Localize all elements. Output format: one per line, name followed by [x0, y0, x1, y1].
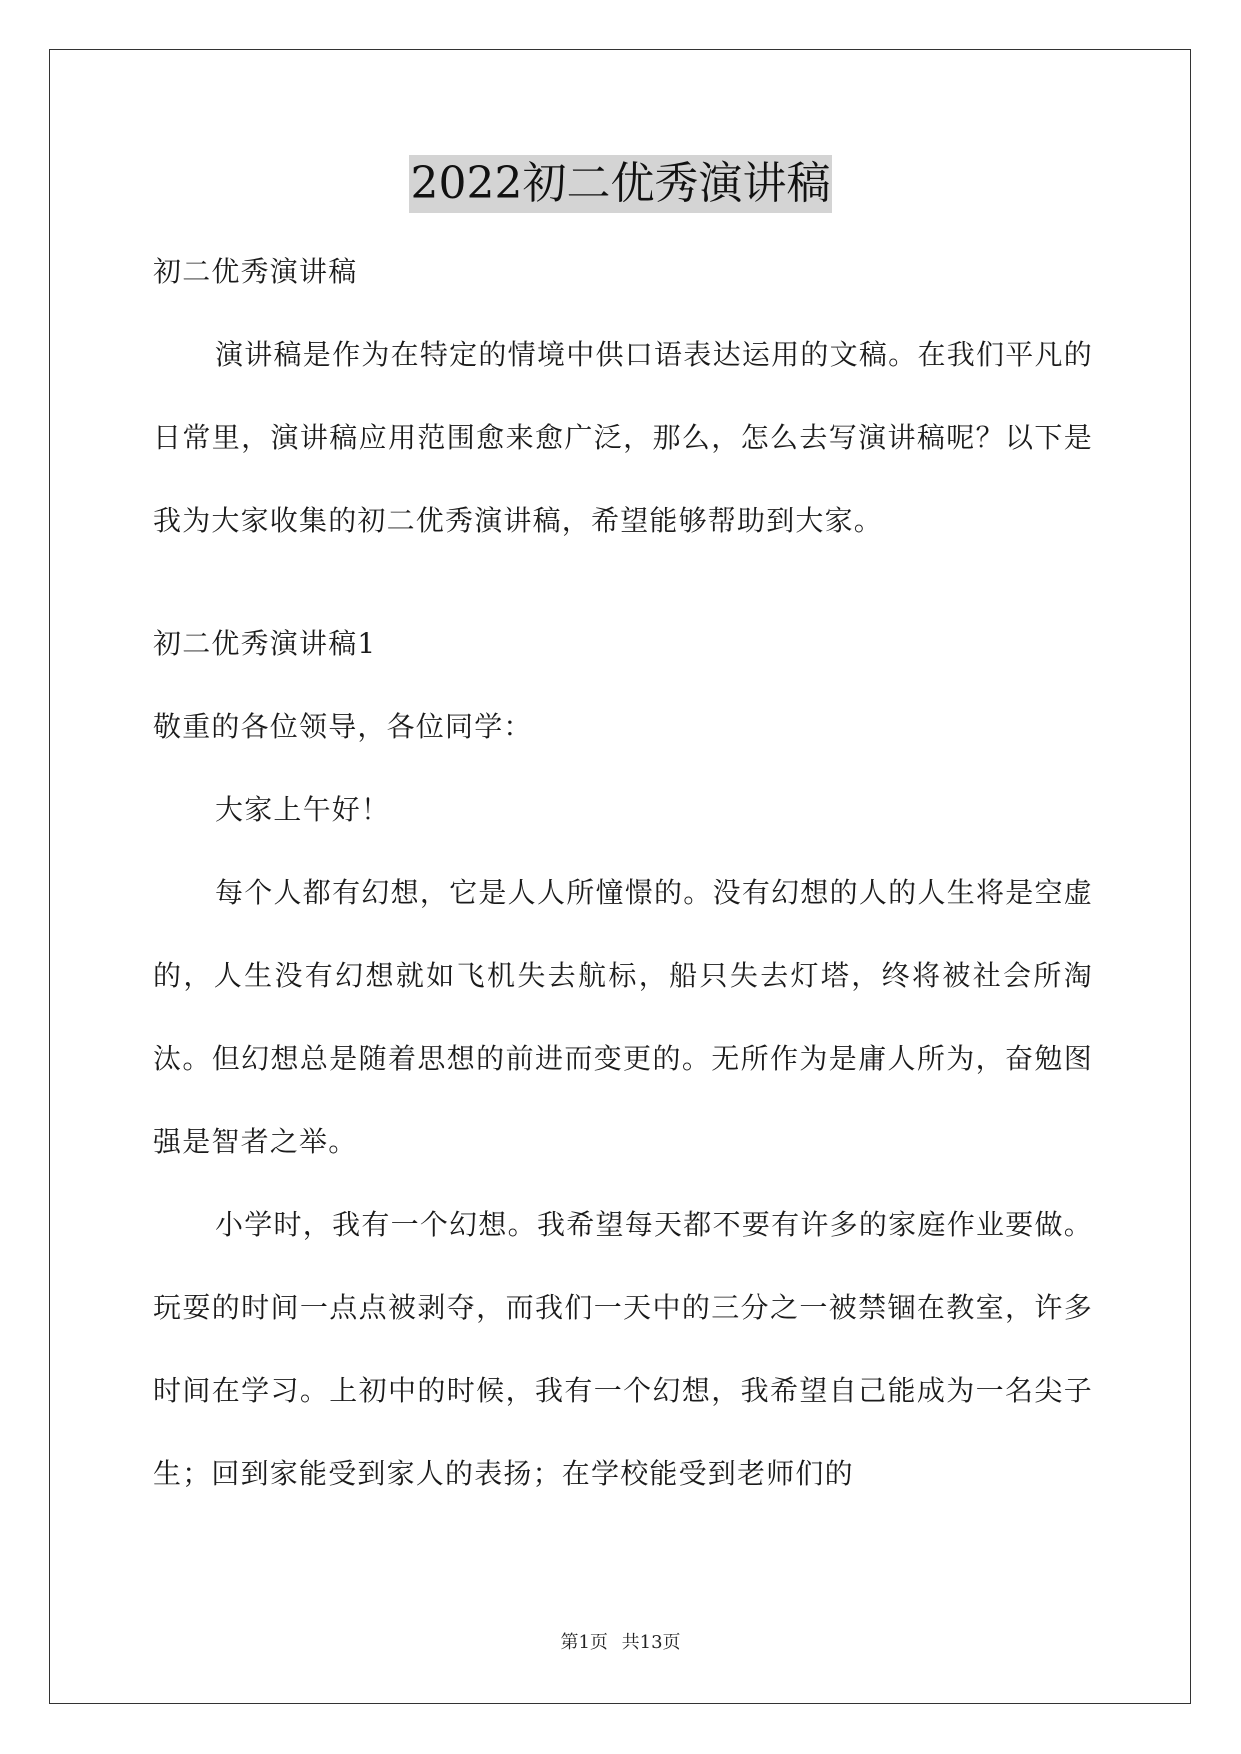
document-body	[153, 230, 1093, 1515]
document-title: 2022初二优秀演讲稿	[409, 155, 833, 213]
section-heading: 初二优秀演讲稿1	[153, 627, 377, 660]
title-container	[0, 155, 1241, 213]
salutation: 敬重的各位领导，各位同学：	[153, 710, 533, 743]
section-spacer	[153, 562, 1093, 602]
body-paragraph-1: 每个人都有幻想，它是人人所憧憬的。没有幻想的人的人生将是空虚的，人生没有幻想就如飞机失去航标，船只失去灯塔，终将被社会所淘汰。但幻想总是随着思想的前进而变更的。无所作为是庸人所为，奋勉图强是智者之举。	[153, 876, 1093, 1158]
intro-paragraph: 演讲稿是作为在特定的情境中供口语表达运用的文稿。在我们平凡的日常里，演讲稿应用范围愈来愈广泛，那么，怎么去写演讲稿呢？以下是我为大家收集的初二优秀演讲稿，希望能够帮助到大家。	[153, 338, 1093, 537]
page-total: 共13页	[621, 1632, 681, 1653]
page-footer	[0, 1628, 1241, 1654]
page-number: 第1页	[560, 1632, 608, 1653]
document-subtitle: 初二优秀演讲稿	[153, 255, 358, 288]
body-paragraph-2: 小学时，我有一个幻想。我希望每天都不要有许多的家庭作业要做。玩耍的时间一点点被剥夺，而我们一天中的三分之一被禁锢在教室，许多时间在学习。上初中的时候，我有一个幻想，我希望自己能成为一名尖子生；回到家能受到家人的表扬；在学校能受到老师们的	[153, 1208, 1093, 1490]
greeting: 大家上午好！	[215, 793, 391, 826]
